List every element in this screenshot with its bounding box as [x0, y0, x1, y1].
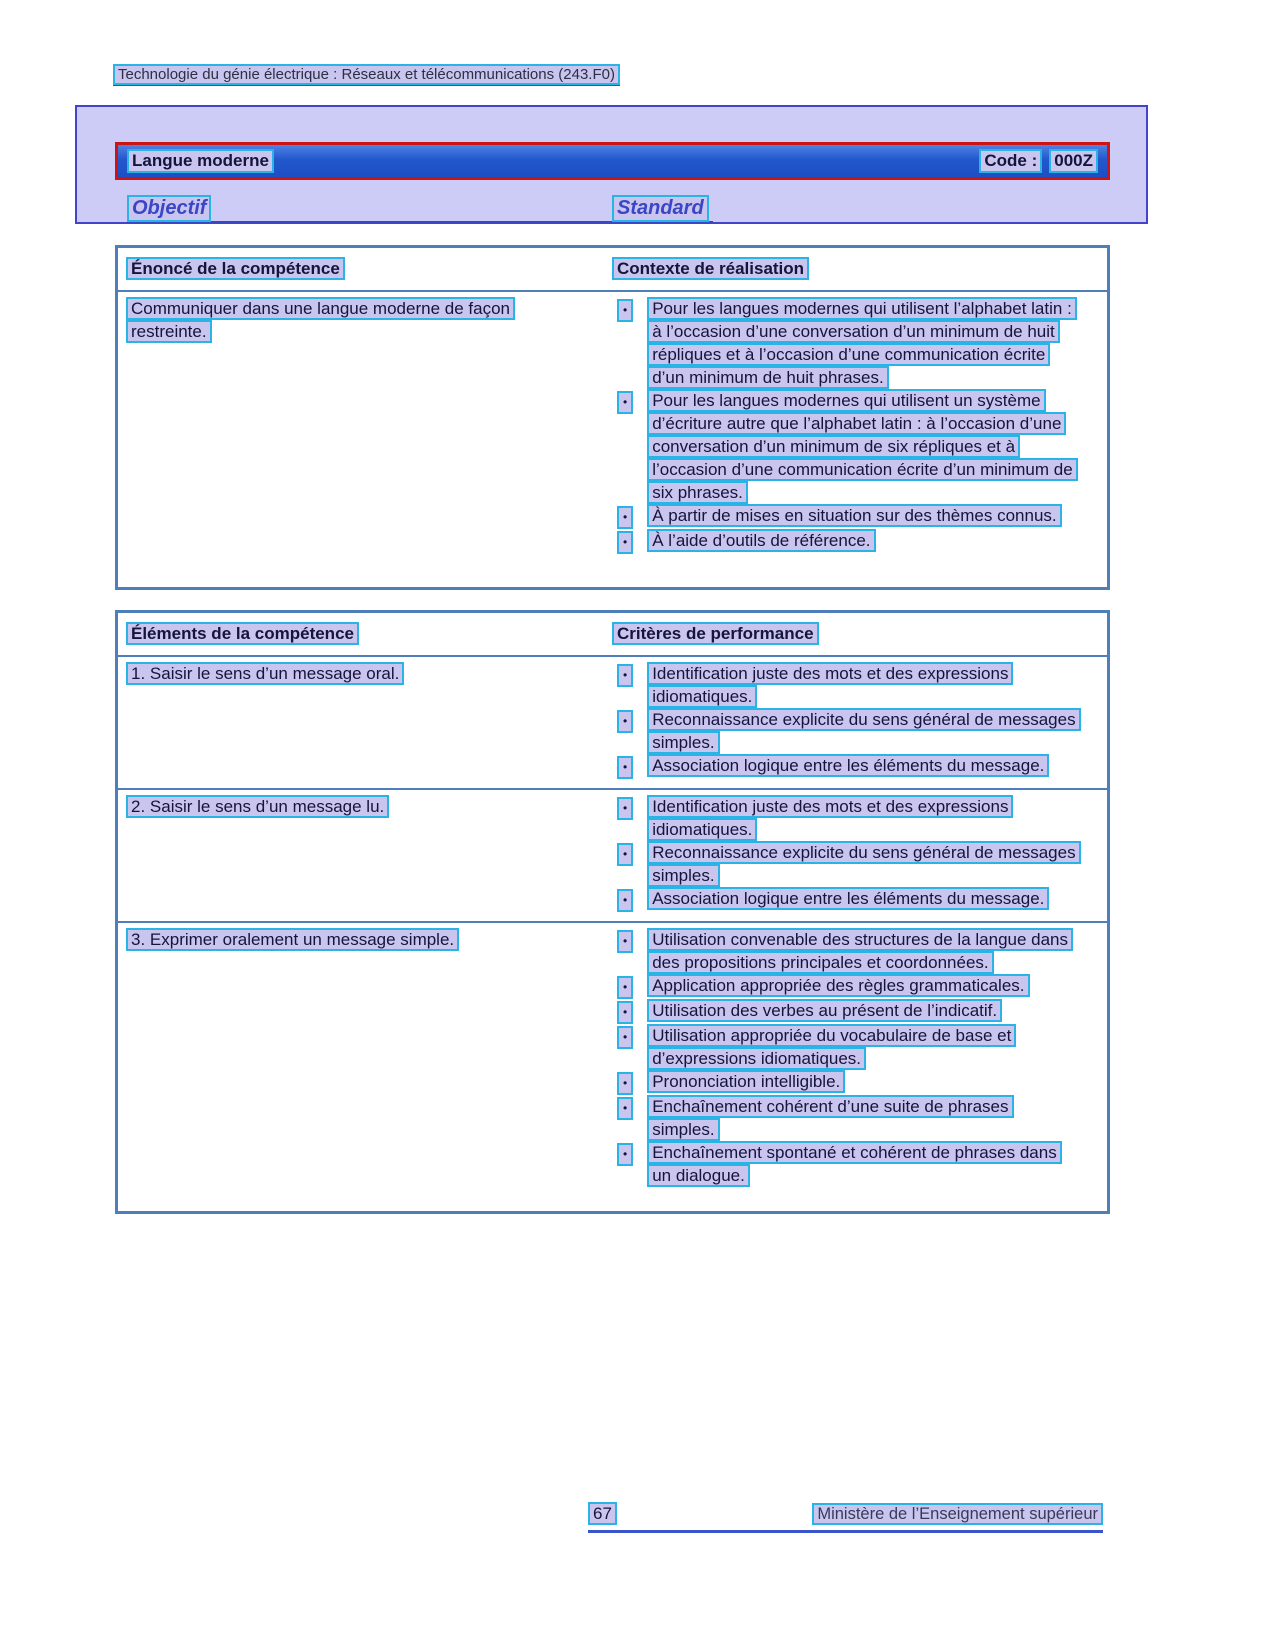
- header-cell-criteres: [612, 622, 1107, 645]
- bullet-text-wrap: [647, 529, 875, 552]
- bullet-item: [612, 529, 1107, 554]
- bullet-text-wrap: [647, 708, 1077, 754]
- context-bullet-list: [612, 297, 1107, 554]
- competence-statement-cell: [118, 297, 612, 554]
- bullet-text: Identification juste des mots et des expressions idiomatiques.: [647, 795, 1013, 841]
- bullet-text-wrap: [647, 1070, 845, 1093]
- bullet-text-wrap: [647, 999, 1002, 1022]
- bullet-icon: •: [617, 1143, 633, 1166]
- bullet-item: [612, 928, 1107, 974]
- elements-table-header: [118, 613, 1107, 657]
- competence-table-header: [118, 248, 1107, 292]
- bullet-text: Association logique entre les éléments du message.: [647, 887, 1049, 910]
- bullet-text-wrap: [647, 974, 1029, 997]
- element-row-2: [118, 788, 1107, 921]
- bullet-icon: •: [617, 1072, 633, 1095]
- bullet-text: Prononciation intelligible.: [647, 1070, 845, 1093]
- header-cell-enonce: [118, 257, 612, 280]
- bullet-text-wrap: [647, 1095, 1077, 1141]
- bullet-item: [612, 662, 1107, 708]
- code-group: [979, 149, 1098, 173]
- criteria-cell: [612, 795, 1107, 912]
- bullet-text: À l’aide d’outils de référence.: [647, 529, 875, 552]
- element-row-1: [118, 657, 1107, 788]
- objectif-heading: Objectif: [127, 195, 211, 222]
- bullet-icon: •: [617, 299, 633, 322]
- bullet-text-wrap: [647, 795, 1077, 841]
- bullet-icon: •: [617, 843, 633, 866]
- element-text: 2. Saisir le sens d’un message lu.: [126, 795, 389, 818]
- bullet-icon: •: [617, 1026, 633, 1049]
- footer-ministry-wrap: [700, 1505, 1103, 1524]
- bullet-text-wrap: [647, 389, 1077, 504]
- bullet-icon: •: [617, 797, 633, 820]
- document-header: [113, 66, 620, 86]
- footer-rule: [588, 1530, 1103, 1533]
- bullet-icon: •: [617, 976, 633, 999]
- bullet-icon: •: [617, 756, 633, 779]
- bullet-text-wrap: [647, 928, 1077, 974]
- bullet-text-wrap: [647, 1024, 1077, 1070]
- criteria-cell: [612, 928, 1107, 1187]
- bullet-icon: •: [617, 710, 633, 733]
- bullet-item: [612, 974, 1107, 999]
- criteria-cell: [612, 662, 1107, 779]
- header-cell-elements: [118, 622, 612, 645]
- course-title: Langue moderne: [127, 149, 274, 173]
- bullet-text: Utilisation des verbes au présent de l’indicatif.: [647, 999, 1002, 1022]
- bullet-icon: •: [617, 889, 633, 912]
- criteria-list: [612, 662, 1107, 779]
- bullet-item: [612, 297, 1107, 389]
- bullet-icon: •: [617, 1001, 633, 1024]
- title-bar: [115, 142, 1110, 180]
- bullet-text: Enchaînement cohérent d’une suite de phrases simples.: [647, 1095, 1013, 1141]
- bullet-text-wrap: [647, 1141, 1077, 1187]
- bullet-item: [612, 504, 1107, 529]
- bullet-item: [612, 1070, 1107, 1095]
- bullet-item: [612, 708, 1107, 754]
- element-text: 3. Exprimer oralement un message simple.: [126, 928, 459, 951]
- bullet-text-wrap: [647, 841, 1077, 887]
- bullet-text-wrap: [647, 662, 1077, 708]
- bullet-text: Reconnaissance explicite du sens général de messages simples.: [647, 841, 1080, 887]
- bullet-item: [612, 754, 1107, 779]
- bullet-text: Utilisation appropriée du vocabulaire de base et d’expressions idiomatiques.: [647, 1024, 1016, 1070]
- bullet-text: Pour les langues modernes qui utilisent un système d’écriture autre que l’alphabet latin : à l’occasion d’une conversation d’un minimum de six répliques et à l’occasion d’une communication écrite d’un minimum de six phrases.: [647, 389, 1077, 504]
- header-contexte-label: Contexte de réalisation: [612, 257, 809, 280]
- bullet-text-wrap: [647, 754, 1049, 777]
- bullet-icon: •: [617, 664, 633, 687]
- bullet-text-wrap: [647, 504, 1061, 527]
- document-header-title: Technologie du génie électrique : Réseaux et télécommunications (243.F0): [113, 64, 620, 85]
- bullet-text: Utilisation convenable des structures de la langue dans des propositions principales et coordonnées.: [647, 928, 1073, 974]
- bullet-item: [612, 887, 1107, 912]
- bullet-item: [612, 795, 1107, 841]
- header-cell-contexte: [612, 257, 1107, 280]
- bullet-icon: •: [617, 930, 633, 953]
- footer-ministry-text: Ministère de l’Enseignement supérieur: [812, 1503, 1103, 1525]
- footer-page-number: 67: [588, 1502, 617, 1525]
- criteria-list: [612, 928, 1107, 1187]
- element-text-cell: [118, 928, 612, 1187]
- element-text-cell: [118, 795, 612, 912]
- bullet-item: [612, 999, 1107, 1024]
- header-criteres-label: Critères de performance: [612, 622, 819, 645]
- bullet-text: À partir de mises en situation sur des thèmes connus.: [647, 504, 1061, 527]
- bullet-item: [612, 1024, 1107, 1070]
- code-label: Code :: [979, 149, 1042, 173]
- bullet-item: [612, 1141, 1107, 1187]
- bullet-icon: •: [617, 506, 633, 529]
- bullet-text: Pour les langues modernes qui utilisent l’alphabet latin : à l’occasion d’une conversation d’un minimum de huit répliques et à l’occasion d’une communication écrite d’un minimum de huit phrases.: [647, 297, 1077, 389]
- context-cell: [612, 297, 1107, 554]
- bullet-item: [612, 389, 1107, 504]
- bullet-text: Enchaînement spontané et cohérent de phrases dans un dialogue.: [647, 1141, 1062, 1187]
- criteria-list: [612, 795, 1107, 912]
- bullet-text: Reconnaissance explicite du sens général de messages simples.: [647, 708, 1080, 754]
- elements-table: [115, 610, 1110, 1214]
- standard-heading: Standard: [612, 195, 709, 222]
- competence-row: [118, 292, 1107, 563]
- element-text-cell: [118, 662, 612, 779]
- bullet-text: Association logique entre les éléments du message.: [647, 754, 1049, 777]
- footer-page-number-wrap: [588, 1504, 617, 1524]
- bullet-icon: •: [617, 391, 633, 414]
- competence-statement: Communiquer dans une langue moderne de façon restreinte.: [126, 297, 515, 343]
- bullet-item: [612, 841, 1107, 887]
- bullet-item: [612, 1095, 1107, 1141]
- bullet-icon: •: [617, 1097, 633, 1120]
- competence-table: [115, 245, 1110, 590]
- element-text: 1. Saisir le sens d’un message oral.: [126, 662, 404, 685]
- bullet-text-wrap: [647, 887, 1049, 910]
- bullet-text: Identification juste des mots et des expressions idiomatiques.: [647, 662, 1013, 708]
- header-elements-label: Éléments de la compétence: [126, 622, 359, 645]
- bullet-icon: •: [617, 531, 633, 554]
- header-enonce-label: Énoncé de la compétence: [126, 257, 345, 280]
- code-value: 000Z: [1049, 149, 1098, 173]
- element-row-3: [118, 921, 1107, 1196]
- bullet-text: Application appropriée des règles grammaticales.: [647, 974, 1029, 997]
- bullet-text-wrap: [647, 297, 1077, 389]
- section-headings: [127, 195, 713, 223]
